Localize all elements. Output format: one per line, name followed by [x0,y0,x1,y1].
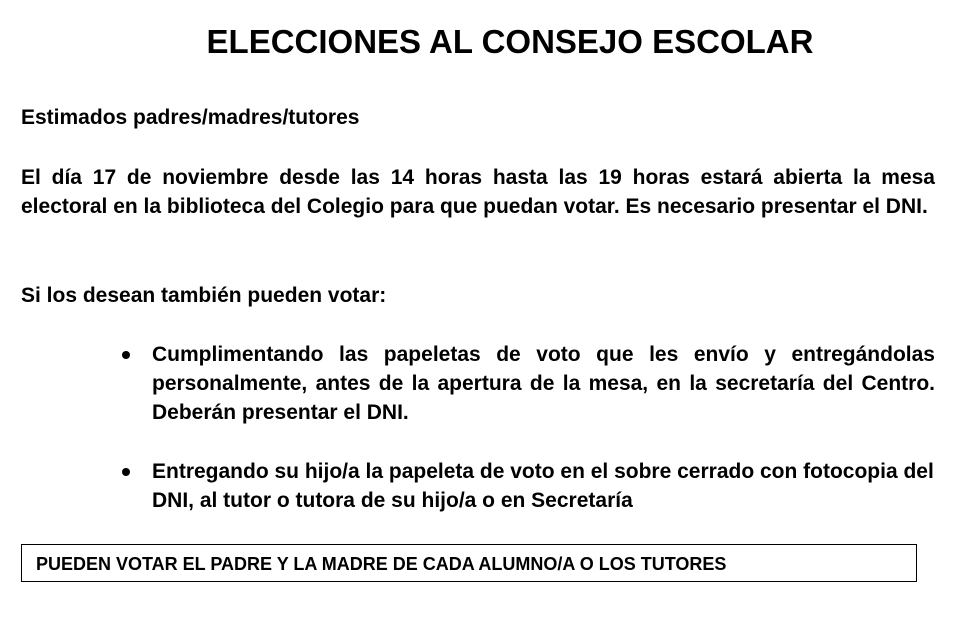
bullet-icon [120,466,132,478]
bullet-icon [120,349,132,361]
election-info-paragraph: El día 17 de noviembre desde las 14 horas hasta las 19 horas estará abierta la mesa electoral en la biblioteca del Colegio para que puedan votar. Es necesario presentar el DNI. [21,166,935,218]
document-title: ELECCIONES AL CONSEJO ESCOLAR [206,23,814,60]
notice-box [21,544,917,582]
alternative-voting-intro: Si los desean también pueden votar: [21,284,387,307]
greeting: Estimados padres/madres/tutores [21,106,360,129]
notice-text: PUEDEN VOTAR EL PADRE Y LA MADRE DE CADA ALUMNO/A O LOS TUTORES [36,554,727,574]
list-item: Entregando su hijo/a la papeleta de voto en el sobre cerrado con fotocopia del DNI, al tutor o tutora de su hijo/a o en Secretaría [152,460,934,512]
list-item: Cumplimentando las papeletas de voto que les envío y entregándolas personalmente, antes de la apertura de la mesa, en la secretaría del Centro. Deberán presentar el DNI. [152,343,935,424]
